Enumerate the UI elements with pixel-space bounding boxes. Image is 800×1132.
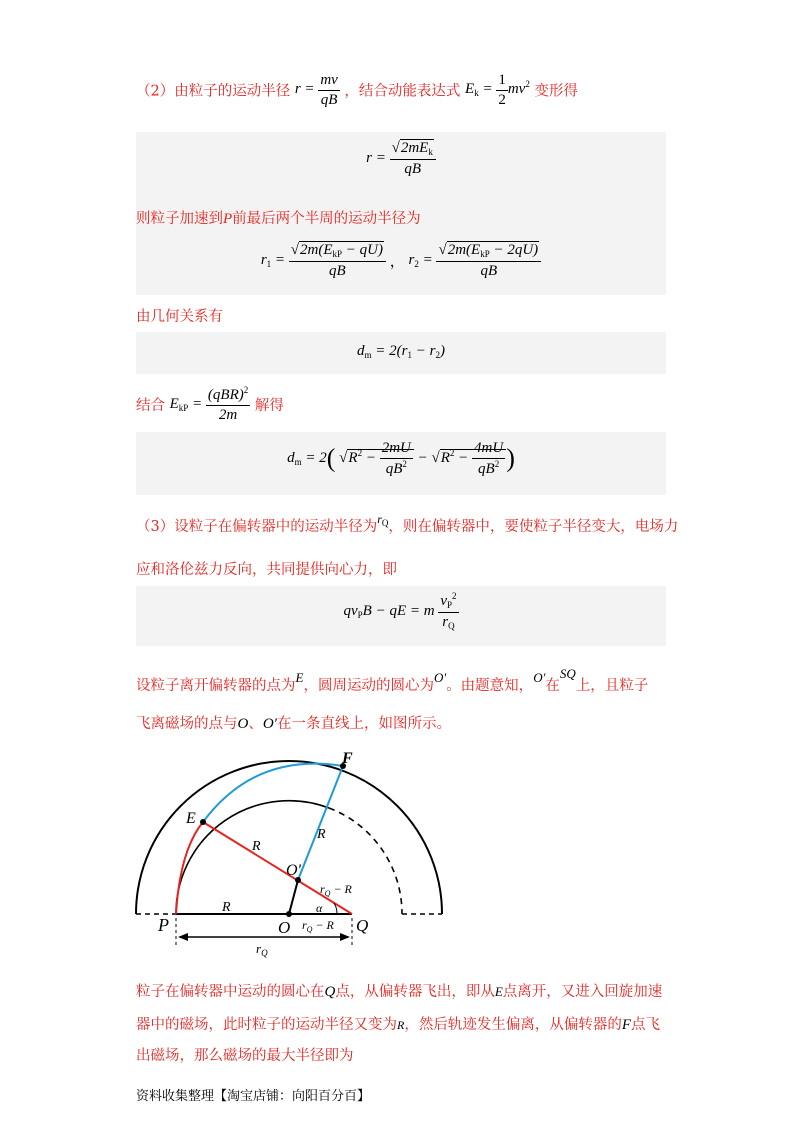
inline-formula-r: r = $\frac{mv}{qB}$ bbox=[294, 72, 338, 108]
equation-r1-r2: $r_1$ = $\frac{√2m(E_{kP} - qU)}{qB}$ ， $r_2$ = $\frac{√2m(E_{kP} - 2qU)}{qB}$ bbox=[136, 242, 666, 279]
inner-circle-dashed bbox=[329, 808, 402, 914]
paragraph-line-4: 结合 $E_{kP}$ = $\frac{(qBR)^2}{2m}$ 解得 bbox=[136, 385, 284, 423]
footer-source: 资料收集整理【淘宝店铺：向阳百分百】 bbox=[136, 1089, 371, 1104]
paragraph-line-11: 出磁场，那么磁场的最大半径即为 bbox=[136, 1048, 354, 1064]
outer-semicircle bbox=[136, 761, 442, 914]
paragraph-line-3: 由几何关系有 bbox=[136, 309, 223, 325]
label-O-prime: O′ bbox=[286, 862, 302, 879]
equation-r: r = $\frac{√2mE_k}{qB}$ bbox=[136, 140, 666, 177]
label-Q: Q bbox=[356, 916, 369, 935]
line1-suffix: 变形得 bbox=[534, 83, 578, 100]
equation-box-4 bbox=[136, 586, 666, 646]
line1-mid: ，结合动能表达式 bbox=[344, 83, 461, 100]
equation-box-2 bbox=[136, 332, 666, 374]
line1-prefix: （2）由粒子的运动半径 bbox=[136, 83, 291, 100]
geometry-diagram bbox=[130, 745, 450, 960]
label-P: P bbox=[158, 915, 169, 935]
paragraph-line-6: 应和洛伦兹力反向，共同提供向心力，即 bbox=[136, 562, 397, 578]
paragraph-line-5: （3）设粒子在偏转器中的运动半径为$^{r_Q}$，则在偏转器中，要使粒子半径变大，电场力 bbox=[136, 512, 679, 535]
label-F: F bbox=[342, 750, 353, 767]
paragraph-line-1 bbox=[136, 72, 578, 108]
label-rQ: $r_Q$ bbox=[256, 941, 268, 958]
paragraph-line-8: 飞离磁场的点与O、O′在一条直线上，如图所示。 bbox=[136, 716, 451, 732]
label-O: O bbox=[278, 918, 291, 937]
label-R2: R bbox=[317, 827, 326, 842]
paragraph-line-9: 粒子在偏转器中运动的圆心在Q点，从偏转器飞出，即从E点离开，又进入回旋加速 bbox=[136, 984, 663, 1000]
label-R3: R bbox=[222, 900, 231, 915]
equation-box-1 bbox=[136, 132, 666, 295]
line-FO-prime bbox=[298, 766, 343, 880]
paragraph-line-7: 设粒子离开偏转器的点为E，圆周运动的圆心为O′。由题意知，O′在SQ上，且粒子 bbox=[136, 666, 649, 694]
paragraph-line-2: 则粒子加速到P前最后两个半周的运动半径为 bbox=[136, 211, 421, 227]
label-E: E bbox=[186, 810, 196, 827]
blue-trajectory bbox=[203, 764, 343, 822]
equation-dm: $d_m = 2(r_1 - r_2)$ bbox=[357, 343, 445, 360]
equation-dm-result: $d_m = 2$( $√R^2$ − $\frac{2mU}{qB^2}$ − $√R^2$ − $\frac{4mU}{qB^2}$ ) bbox=[287, 440, 515, 477]
label-rQ-R-lower: $r_Q - R$ bbox=[302, 918, 334, 934]
paragraph-line-10: 器中的磁场，此时粒子的运动半径又变为R，然后轨迹发生偏离，从偏转器的F点飞 bbox=[136, 1017, 661, 1033]
red-trajectory bbox=[176, 822, 203, 914]
line-O-prime-O bbox=[289, 880, 298, 914]
label-alpha: α bbox=[316, 901, 323, 915]
equation-box-3 bbox=[136, 432, 666, 495]
inline-formula-ek: $E_k$ = $\frac{1}{2}$ $mv^2$ bbox=[465, 72, 530, 108]
label-rQ-R-upper: $r_Q - R$ bbox=[320, 882, 352, 898]
equation-force: $qv_PB$ − qE = m $\frac{v_P^2}{r_Q}$ bbox=[343, 591, 457, 631]
label-R1: R bbox=[252, 839, 261, 854]
